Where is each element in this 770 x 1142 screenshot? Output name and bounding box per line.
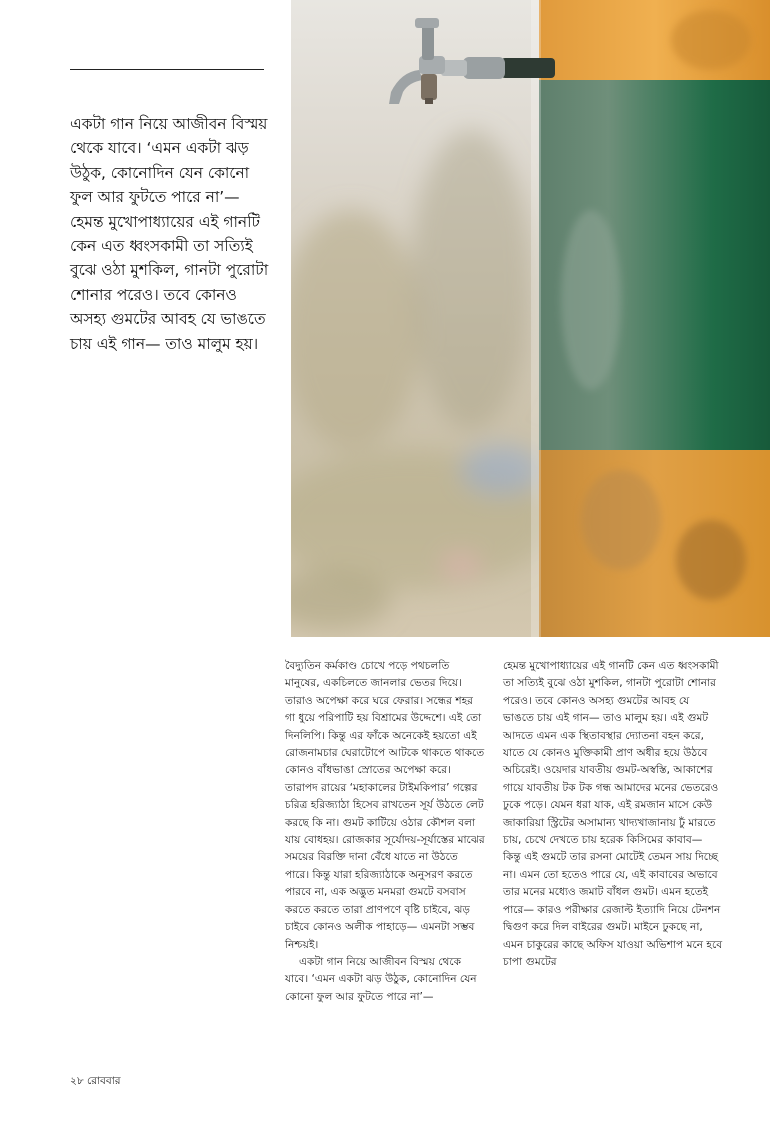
column-2-paragraph: হেমন্ত মুখোপাধ্যায়ের এই গানটি কেন এত ধ্বংসকামী তা সত্যিই বুঝে ওঠা মুশকিল, গানটা পুরোটা শোনার পরেও। তবে কোনও অসহ্য গুমটের আবহ যে ভাঙতে চায় এই গান— তাও মালুম হয়। এই গুমট আদতে এমন এক স্থিতাবস্থার দ্যোতনা বহন করে, যাতে যে কোনও মুক্তিকামী প্রাণ অধীর হয়ে উঠবে অচিরেই। ওয়েদার যাবতীয় গুমট-অস্বস্তি, আকাশের গায়ে যাবতীয় টক টক গন্ধ আমাদের মনের ভেতরেও ঢুকে পড়ে। যেমন ধরা যাক, এই রমজান মাসে কেউ জাকারিয়া স্ট্রিটের অসামান্য খাদ্যখাজানায় ঢুঁ মারতে চায়, চেখে দেখতে চায় হরেক কিসিমের কাবাব— কিন্তু এই গুমটে তার রসনা মোটেই তেমন সায় দিচ্ছে না। এমন তো হতেও পারে যে, এই কাবাবের অভাবে তার মনের মধ্যেও জমাট বাঁধল গুমট। এমন হতেই পারে— কারও পরীক্ষার রেজাল্ট ইত্যাদি নিয়ে টেনশন দ্বিগুণ করে দিল বাইরের গুমট। মাইনে ঢুকছে না, এমন চাকুরের কাছে অফিস যাওয়া অভিশাপ মনে হবে চাপা গুমটের [503,660,723,968]
page-folio: ২৮ রোববার [70,1075,121,1087]
top-rule [70,69,264,70]
hero-photo [291,0,770,637]
body-column-1 [285,658,485,1006]
body-column-2 [503,658,723,971]
column-1-paragraph-1: বৈদ্যুতিন কর্মকাণ্ড চোখে পড়ে পথচলতি মানুষের, একচিলতে জানলার ভেতর দিয়ে। তারাও অপেক্ষা করে ঘরে ফেরার। সন্ধের শহর গা ধুয়ে পরিপাটি হয় বিশ্রামের উদ্দেশে। এই তো দিনলিপি। কিন্তু এর ফাঁকে অনেকেই হয়তো এই রোজনামচার ঘেরাটোপে আটকে থাকতে থাকতে কোনও বাঁধভাঙা স্রোতের অপেক্ষা করে। তারাপদ রায়ের ‘মহাকালের টাইমকিপার’ গল্পের চরিত্র হরিজ্যাঠা হিসেব রাখতেন সূর্য উঠতে লেট করছে কি না। গুমট কাটিয়ে ওঠার কৌশল বলা যায় বোধহয়। রোজকার সূর্যোদয়-সূর্যাস্তের মাঝের সময়ের বিরক্তি দানা বেঁধে যাতে না উঠতে পারে। কিন্তু যারা হরিজ্যাঠাকে অনুসরণ করতে পারবে না, এক অদ্ভুত মনমরা গুমটে বসবাস করতে করতে তারা প্রাণপণে বৃষ্টি চাইবে, ঝড় চাইবে কোনও অলীক পাহাড়ে— এমনটা সম্ভব নিশ্চয়ই। [285,660,485,951]
column-1-paragraph-2: একটা গান নিয়ে আজীবন বিস্ময় থেকে যাবে। ‘এমন একটা ঝড় উঠুক, কোনোদিন যেন কোনো ফুল আর ফুটতে পারে না’— [285,955,477,1003]
pull-quote: একটা গান নিয়ে আজীবন বিস্ময় থেকে যাবে। ‘এমন একটা ঝড় উঠুক, কোনোদিন যেন কোনো ফুল আর ফুটতে পারে না’— হেমন্ত মুখোপাধ্যায়ের এই গানটি কেন এত ধ্বংসকামী তা সত্যিই বুঝে ওঠা মুশকিল, গানটা পুরোটা শোনার পরেও। তবে কোনও অসহ্য গুমটের আবহ যে ভাঙতে চায় এই গান— তাও মালুম হয়। [70,115,269,353]
